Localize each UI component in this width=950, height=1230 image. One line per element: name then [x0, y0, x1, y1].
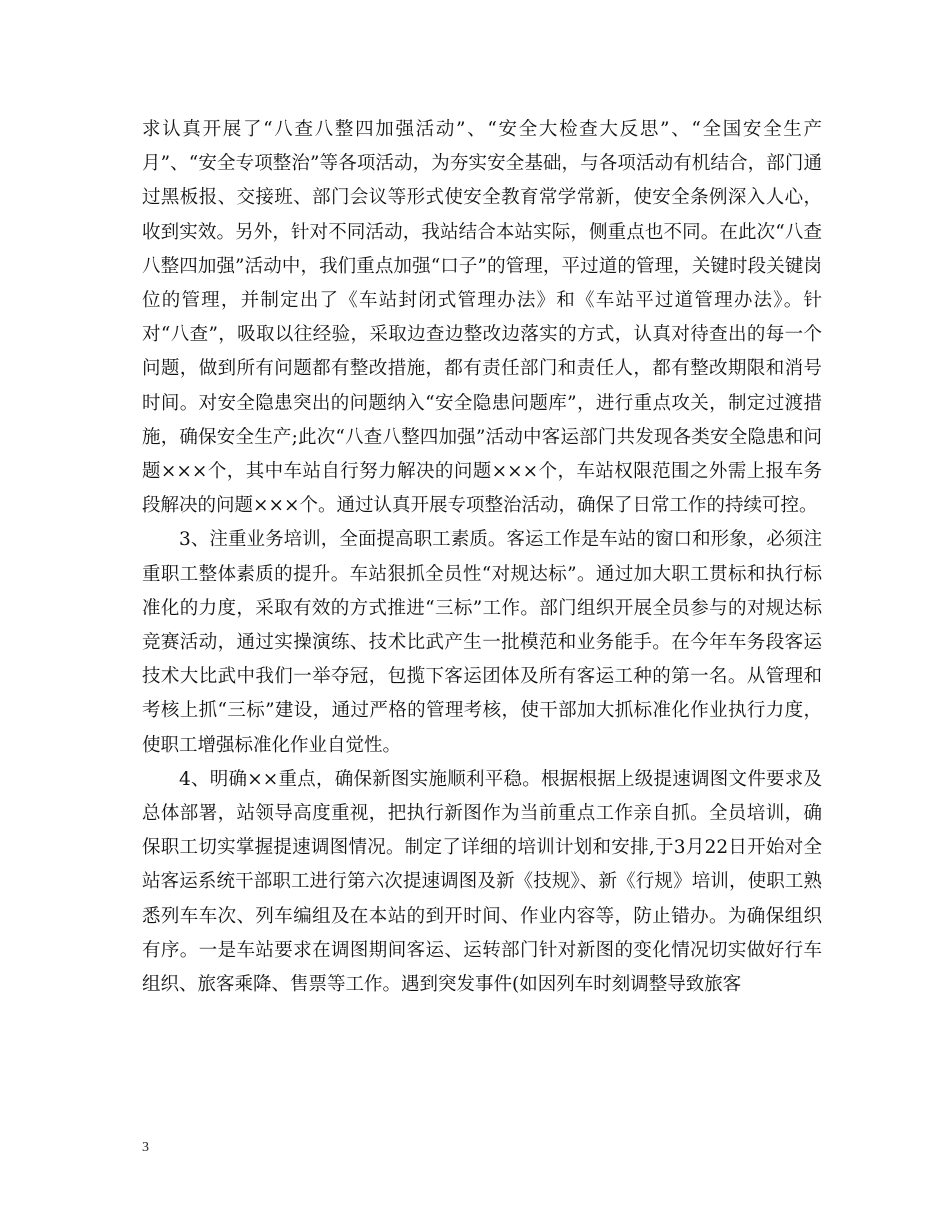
paragraph-safety-activities: 求认真开展了“八查八整四加强活动”、“安全大检查大反思”、“全国安全生产月”、“安全专项整治”等各项活动，为夯实安全基础，与各项活动有机结合，部门通过黑板报、交接班、部门会议等形式使安全教育常学常新，使安全条例深入人心，收到实效。另外，针对不同活动，我站结合本站实际，侧重点也不同。在此次“八查八整四加强”活动中，我们重点加强“口子”的管理，平过道的管理，关键时段关键岗位的管理，并制定出了《车站封闭式管理办法》和《车站平过道管理办法》。针对“八查”，吸取以往经验，采取边查边整改边落实的方式，认真对待查出的每一个问题，做到所有问题都有整改措施，都有责任部门和责任人，都有整改期限和消号时间。对安全隐患突出的问题纳入“安全隐患问题库”，进行重点攻关，制定过渡措施，确保安全生产;此次“八查八整四加强”活动中客运部门共发现各类安全隐患和问题×××个，其中车站自行努力解决的问题×××个，车站权限范围之外需上报车务段解决的问题×××个。通过认真开展专项整治活动，确保了日常工作的持续可控。	[142, 119, 822, 517]
paragraph-business-training: 3、注重业务培训，全面提高职工素质。客运工作是车站的窗口和形象，必须注重职工整体素质的提升。车站狠抓全员性“对规达标”。通过加大职工贯标和执行标准化的力度，采取有效的方式推进“三标”工作。部门组织开展全员参与的对规达标竞赛活动，通过实操演练、技术比武产生一批模范和业务能手。在今年车务段客运技术大比武中我们一举夺冠，包揽下客运团体及所有客运工种的第一名。从管理和考核上抓“三标”建设，通过严格的管理考核，使干部加大抓标准化作业执行力度，使职工增强标准化作业自觉性。	[142, 529, 822, 756]
paragraph-new-schedule: 4、明确××重点，确保新图实施顺利平稳。根据根据上级提速调图文件要求及总体部署，站领导高度重视，把执行新图作为当前重点工作亲自抓。全员培训，确保职工切实掌握提速调图情况。制定了详细的培训计划和安排,于3月22日开始对全站客运系统干部职工进行第六次提速调图及新《技规》、新《行规》培训，使职工熟悉列车车次、列车编组及在本站的到开时间、作业内容等，防止错办。为确保组织有序。一是车站要求在调图期间客运、运转部门针对新图的变化情况切实做好行车组织、旅客乘降、售票等工作。遇到突发事件(如因列车时刻调整导致旅客	[142, 768, 822, 996]
page-number: 3	[142, 1140, 149, 1155]
document-body	[142, 113, 822, 1002]
